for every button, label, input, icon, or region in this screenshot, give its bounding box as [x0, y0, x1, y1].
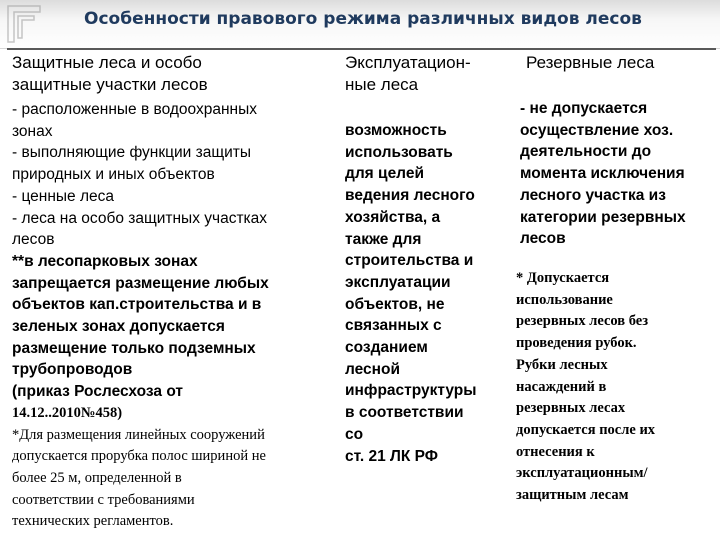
- text-line: эксплуатации: [345, 273, 451, 291]
- text-line: использование: [516, 291, 613, 308]
- text-line: связанных с: [345, 317, 442, 335]
- text-line: момента исключения: [520, 165, 685, 183]
- text-line: - ценные леса: [12, 187, 115, 205]
- column-heading-reserve: [526, 52, 654, 74]
- text-line: резервных лесах: [516, 400, 626, 417]
- text-line: возможность: [345, 122, 447, 139]
- text-line: зонах: [12, 122, 53, 140]
- text-line: - не допускается: [520, 100, 648, 117]
- text-line: размещение только подземных: [12, 339, 256, 357]
- text-line: использовать: [345, 143, 453, 161]
- text-line: * Допускается: [516, 270, 610, 286]
- text-line: инфраструктуры: [345, 382, 477, 400]
- text-line: более 25 м, определенной в: [12, 469, 182, 486]
- text-line: для целей: [345, 165, 424, 183]
- protective-forests-text: [12, 99, 269, 533]
- text-line: - расположенные в водоохранных: [12, 101, 257, 118]
- text-line: соответствии с требованиями: [12, 491, 195, 508]
- text-line: запрещается размещение любых: [12, 274, 269, 292]
- column-heading-protective: [12, 52, 208, 96]
- text-line: Рубки лесных: [516, 356, 608, 373]
- text-line: *Для размещения линейных сооружений: [12, 426, 265, 443]
- text-line: резервных лесов без: [516, 313, 649, 330]
- text-line: ст. 21 ЛК РФ: [345, 447, 439, 465]
- text-line: в соответствии: [345, 404, 464, 422]
- text-line: - выполняющие функции защиты: [12, 144, 252, 162]
- text-line: деятельности до: [520, 143, 652, 161]
- text-line: ведения лесного: [345, 187, 475, 205]
- text-line: со: [345, 425, 364, 443]
- text-line: строительства и: [345, 252, 474, 270]
- text-line: осуществление хоз.: [520, 121, 674, 139]
- text-line: объектов, не: [345, 295, 445, 313]
- text-line: допускается прорубка полос шириной не: [12, 448, 266, 465]
- column-heading-line: Резервные леса: [526, 53, 655, 72]
- exploitation-forests-text: [345, 120, 477, 467]
- text-line: природных и иных объектов: [12, 166, 215, 184]
- text-line: лесного участка из: [520, 186, 666, 204]
- text-line: зеленых зонах допускается: [12, 318, 225, 336]
- text-line: созданием: [345, 339, 428, 357]
- title-divider: [7, 48, 716, 50]
- text-line: допускается после их: [516, 421, 656, 438]
- text-line: объектов кап.строительства и в: [12, 296, 262, 314]
- text-line: лесов: [12, 231, 55, 249]
- text-line: категории резервных: [520, 208, 686, 226]
- text-line: также для: [345, 230, 422, 248]
- text-line: 14.12..2010№458): [12, 404, 123, 421]
- text-line: эксплуатационным/: [516, 465, 648, 482]
- text-line: **в лесопарковых зонах: [12, 252, 198, 270]
- column-heading-line: ные леса: [345, 75, 419, 94]
- text-line: технических регламентов.: [12, 513, 174, 530]
- text-line: лесов: [520, 230, 566, 248]
- column-heading-line: Защитные леса и особо: [12, 53, 202, 72]
- text-line: отнесения к: [516, 443, 595, 460]
- text-line: (приказ Рослесхоза от: [12, 383, 184, 401]
- reserve-forests-note: [516, 268, 655, 507]
- reserve-forests-text: [520, 98, 686, 250]
- header-band: [0, 0, 720, 49]
- page-title: Особенности правового режима различных видов лесов: [84, 9, 642, 29]
- text-line: насаждений в: [516, 378, 607, 395]
- text-line: проведения рубок.: [516, 335, 637, 352]
- column-heading-line: защитные участки лесов: [12, 75, 208, 94]
- text-line: защитным лесам: [516, 487, 629, 504]
- text-line: хозяйства, а: [345, 208, 441, 226]
- text-line: лесной: [345, 360, 401, 378]
- column-heading-exploitation: [345, 52, 471, 96]
- text-line: - леса на особо защитных участках: [12, 209, 268, 227]
- text-line: трубопроводов: [12, 361, 133, 379]
- decorative-corner-ornament: [6, 4, 42, 44]
- column-heading-line: Эксплуатацион-: [345, 53, 471, 72]
